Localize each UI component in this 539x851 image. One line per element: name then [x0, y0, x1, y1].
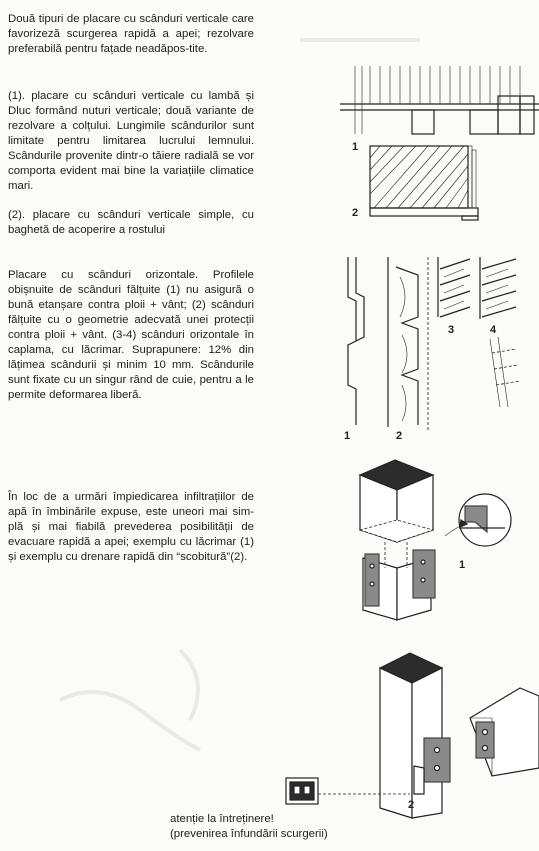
drip-detail-callout [445, 494, 511, 546]
maintenance-caption: atenție la întreținere! [170, 813, 274, 825]
post-drip-figure [355, 450, 539, 635]
horizontal-profile-4-detail [490, 337, 520, 407]
vertical-label-2: 2 [352, 207, 359, 219]
vertical-cladding-section-1 [340, 66, 539, 134]
vertical-label-1: 1 [352, 141, 359, 153]
horizontal-label-3: 3 [448, 324, 455, 336]
horizontal-profile-4 [480, 257, 516, 319]
drainage-paragraph: În loc de a urmări împiedicarea infiltrațiilor de apă în îmbinările expuse, este uneori mai sim-plă și mai fiabilă prevederea posibilității de evacuare rapidă a apei; exemplu cu lăcrimar (1) și exemplu cu drenare rapidă din “scobitură”(2). [8, 491, 254, 563]
vertical-cladding-section-2 [370, 146, 478, 220]
post-label-2: 2 [408, 799, 415, 811]
vertical-cladding-figure [340, 66, 539, 236]
horizontal-profile-2 [388, 257, 418, 427]
horizontal-cladding-figure [340, 257, 539, 442]
intro-paragraph: Două tipuri de placare cu scânduri verticale care favorizeză scurgerea rapidă a apei; rezolvare preferabilă pentru fațade neadăpos-tite. [8, 13, 254, 55]
vertical-type2-paragraph: (2). placare cu scânduri verticale simple, cu baghetă de acoperire a rostului [8, 209, 254, 236]
horizontal-label-4: 4 [490, 324, 497, 336]
post-slot-figure [280, 648, 539, 818]
vertical-type1-paragraph: (1). placare cu scânduri verticale cu lambă și Dluc formând nuturi verticale; două variante de rezolvare a colțului. Lungimile scândurilor sunt limitate pentru limitarea lucrului lemnului. Scândurile provenite dintr-o tăiere radială se vor comporta evident mai bine la variațiile climatice mari. [8, 90, 254, 192]
maintenance-caption-detail: (prevenirea înfundării scurgerii) [170, 828, 328, 840]
horizontal-label-2: 2 [396, 430, 403, 442]
horizontal-cladding-paragraph: Placare cu scânduri orizontale. Profilele obișnuite de scânduri fălțuite (1) nu asigură o bună etanșare contra ploii + vânt; (2) scânduri fălțuite cu o geometrie adecvată unei protecții contra ploii + vânt. (3-4) scânduri orizontale în caplama, cu lăcrimar. Suprapunere: 12% din lățimea scândurii și minim 10 mm. Scândurile sunt fixate cu un singur rând de cuie, pentru a le permite deformarea liberă. [8, 269, 254, 401]
beam-side-detail [470, 688, 539, 776]
horizontal-profile-1 [348, 257, 364, 425]
post-1 [360, 460, 435, 620]
horizontal-label-1: 1 [344, 430, 351, 442]
post-label-1: 1 [459, 559, 466, 571]
post-2 [380, 653, 450, 818]
horizontal-profile-3 [438, 257, 470, 317]
